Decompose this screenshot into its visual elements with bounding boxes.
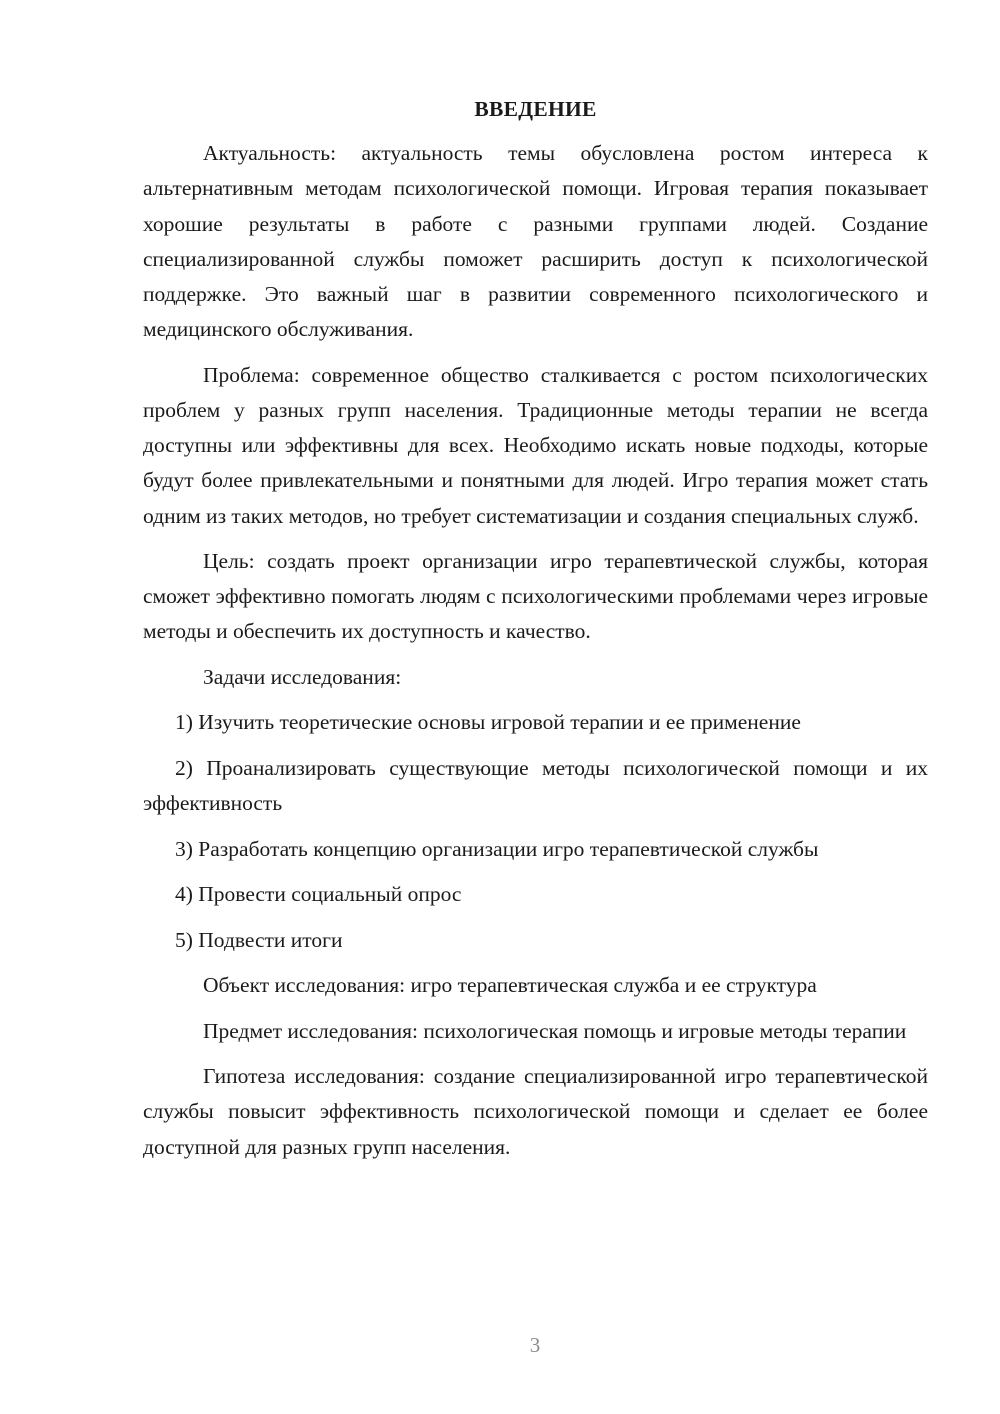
paragraph-goal: Цель: создать проект организации игро терапевтической службы, которая сможет эффективно помогать людям с психологическими проблемами через игровые методы и обеспечить их доступность и качество. [143,549,928,644]
task-item-2: 2) Проанализировать существующие методы психологической помощи и их эффективность [143,755,928,816]
paragraph-subject: Предмет исследования: психологическая помощь и игровые методы терапии [203,1018,907,1043]
paragraph-relevance: Актуальность: актуальность темы обусловлена ростом интереса к альтернативным методам психологической помощи. Игровая терапия показывает хорошие результаты в работе с разными группами людей. Создание специализированной службы поможет расширить доступ к психологической поддержке. Это важный шаг в развитии современного психологического и медицинского обслуживания. [143,141,928,342]
task-item-4: 4) Провести социальный опрос [175,882,462,907]
paragraph-problem: Проблема: современное общество сталкивается с ростом психологических проблем у разных групп населения. Традиционные методы терапии не всегда доступны или эффективны для всех. Необходимо искать новые подходы, которые будут более привлекательными и понятными для людей. Игро терапия может стать одним из таких методов, но требует систематизации и создания специальных служб. [143,362,928,528]
page-title: ВВЕДЕНИЕ [474,97,597,121]
page-number: 3 [529,1333,541,1357]
paragraph-hypothesis: Гипотеза исследования: создание специализированной игро терапевтической службы повысит эффективность психологической помощи и сделает ее более доступной для разных групп населения. [143,1064,928,1159]
page-content [143,92,928,1175]
task-item-3: 3) Разработать концепцию организации игро терапевтической службы [175,836,819,861]
task-item-5: 5) Подвести итоги [175,927,343,952]
paragraph-object: Объект исследования: игро терапевтическая служба и ее структура [203,973,817,998]
task-item-1: 1) Изучить теоретические основы игровой терапии и ее применение [175,710,801,735]
paragraph-tasks-heading: Задачи исследования: [203,664,402,689]
